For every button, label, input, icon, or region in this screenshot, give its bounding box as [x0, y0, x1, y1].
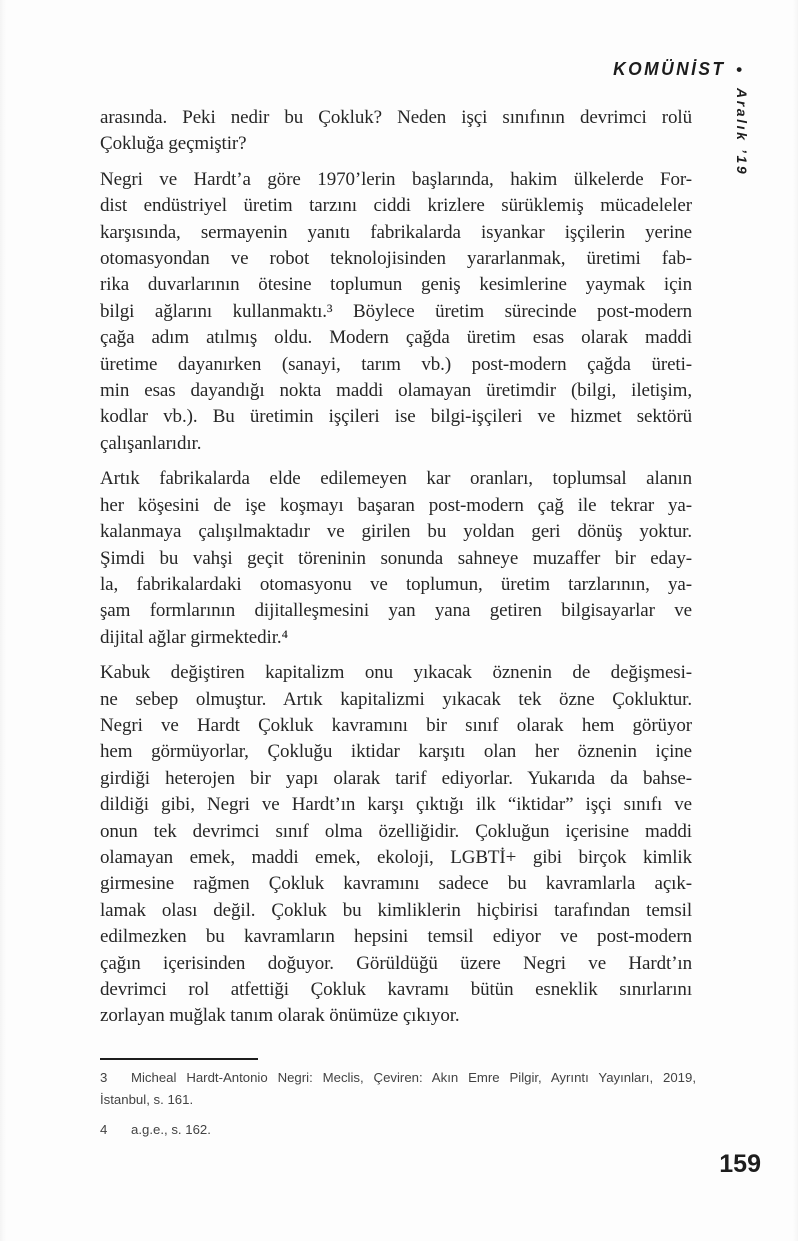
text-line: her köşesini de işe koşmayı başaran post-modern çağ ile tekrar ya- — [100, 494, 692, 516]
text-line: devrimci rol atfettiği Çokluk kavramı bütün esneklik sınırlarını — [100, 979, 692, 1000]
text-line: hem görmüyorlar, Çokluğu iktidar karşıtı olan her öznenin içine — [100, 741, 692, 763]
footnote-number: 4 — [100, 1122, 108, 1137]
paragraph — [100, 105, 692, 158]
paragraph — [100, 660, 692, 1030]
page-header — [606, 58, 742, 80]
footnote-line: 4 a.g.e., s. 162. — [100, 1119, 696, 1141]
page-number: 159 — [719, 1150, 761, 1178]
text-line: lamak olası değil. Çokluk bu kimliklerin hiçbirisi tarafından temsil — [100, 899, 692, 921]
text-line: olamayan emek, maddi emek, ekoloji, LGBTİ+ gibi birçok kimlik — [100, 846, 692, 868]
footnote-number: 3 — [100, 1070, 108, 1085]
text-line: Çokluğa geçmiştir? — [100, 133, 247, 155]
footnote-line: 3 Micheal Hardt-Antonio Negri: Meclis, Çeviren: Akın Emre Pilgir, Ayrıntı Yayınları, 2019, — [100, 1067, 696, 1089]
text-line: Negri ve Hardt Çokluk kavramını bir sınıf olarak hem görüyor — [100, 714, 692, 736]
footnote-separator — [100, 1058, 258, 1060]
text-line: Negri ve Hardt’a göre 1970’lerin başlarında, hakim ülkelerde For- — [100, 168, 692, 190]
text-line: dist endüstriyel üretim tarzını ciddi krizlere sürüklemiş mücadeleler — [100, 195, 692, 217]
text-line: otomasyondan ve robot teknolojisinden yararlanmak, üretimi fab- — [100, 248, 692, 270]
text-line: Artık fabrikalarda elde edilemeyen kar oranları, toplumsal alanın — [100, 468, 692, 490]
issue-date: Aralık ’19 — [734, 88, 750, 177]
text-line: rika duvarlarının ötesine toplumun geniş kesimlerine yaymak için — [100, 274, 692, 296]
text-line: min esas dayandığı nokta maddi olamayan üretimdir (bilgi, iletişim, — [100, 380, 692, 402]
text-line: ne sebep olmuştur. Artık kapitalizmi yıkacak tek özne Çokluktur. — [100, 688, 692, 710]
text-line: zorlayan muğlak tanım olarak önümüze çıkıyor. — [100, 1005, 460, 1027]
text-line: dildiği gibi, Negri ve Hardt’ın karşı çıktığı ilk “iktidar” işçi sınıfı ve — [100, 794, 692, 816]
text-line: la, fabrikalardaki otomasyonu ve toplumun, üretim tarzlarının, ya- — [100, 573, 692, 595]
text-line: girmesine rağmen Çokluk kavramını sadece bu kavramlarla açık- — [100, 873, 692, 895]
footnote — [100, 1119, 696, 1141]
text-line: karşısında, sermayenin yanıtı fabrikalarda isyankar işçilerin yerine — [100, 221, 692, 243]
text-line: Kabuk değiştiren kapitalizm onu yıkacak öznenin de değişmesi- — [100, 662, 692, 684]
text-line: arasında. Peki nedir bu Çokluk? Neden işçi sınıfının devrimci rolü — [100, 107, 692, 128]
text-line: edilmezken bu kavramların hepsini temsil ediyor ve post-modern — [100, 926, 692, 948]
footnote — [100, 1067, 696, 1110]
text-line: girdiği heterojen bir yapı olarak tarif ediyorlar. Yukarıda da bahse- — [100, 767, 692, 789]
text-line: dijital ağlar girmektedir.⁴ — [100, 626, 289, 648]
text-line: şam formlarının dijitalleşmesini yan yana getiren bilgisayarlar ve — [100, 600, 692, 622]
text-line: bilgi ağlarını kullanmaktı.³ Böylece üretim sürecinde post-modern — [100, 300, 692, 322]
article-body — [100, 105, 692, 1039]
text-line: çağın içerisinden doğuyor. Görüldüğü üzere Negri ve Hardt’ın — [100, 952, 692, 974]
paragraph — [100, 167, 692, 457]
text-line: Şimdi bu vahşi geçit töreninin sonunda sahneye muzaffer bir eday- — [100, 547, 692, 569]
footnotes-section — [100, 1058, 696, 1150]
text-line: kodlar vb.). Bu üretimin işçileri ise bilgi-işçileri ve hizmet sektörü — [100, 406, 692, 428]
text-line: üretime dayanırken (sanayi, tarım vb.) post-modern çağda üreti- — [100, 353, 692, 375]
paragraph — [100, 466, 692, 651]
bullet-icon: • — [736, 59, 742, 79]
text-line: onun tek devrimci sınıf olma özelliğidir. Çokluğun içerisine maddi — [100, 820, 692, 842]
text-line: çağa adım atılmış oldu. Modern çağda üretim esas olarak maddi — [100, 327, 692, 349]
footnotes-list — [100, 1067, 696, 1141]
text-line: çalışanlarıdır. — [100, 432, 202, 454]
footnote-line: İstanbul, s. 161. — [100, 1091, 194, 1107]
text-line: kalanmaya çalışılmaktadır ve girilen bu yoldan geri dönüş yoktur. — [100, 521, 692, 543]
journal-title: KOMÜNİST — [612, 58, 726, 79]
